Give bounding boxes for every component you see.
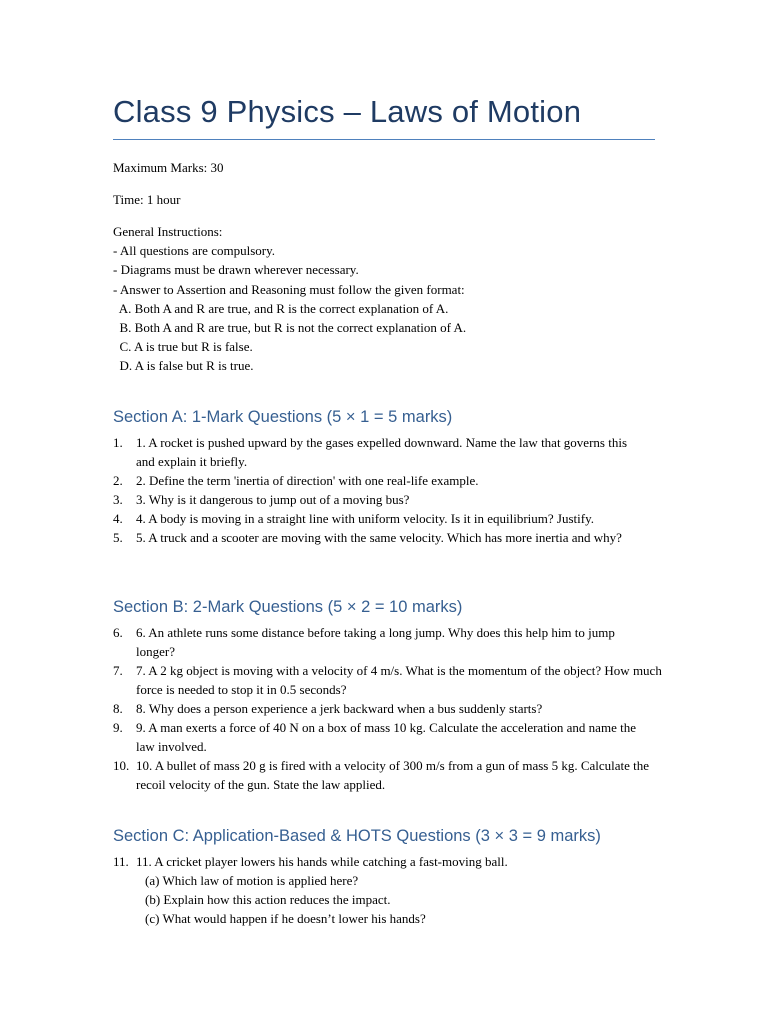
question-subpart xyxy=(113,871,673,890)
instruction-line: - All questions are compulsory. xyxy=(113,243,275,258)
question-number: 4. xyxy=(113,511,123,526)
question-item xyxy=(113,509,673,528)
question-text: 9. A man exerts a force of 40 N on a box of mass 10 kg. Calculate the acceleration and name the law involved. xyxy=(136,720,636,754)
question-item xyxy=(113,718,673,756)
question-number: 7. xyxy=(113,663,123,678)
instruction-option: A. Both A and R are true, and R is the correct explanation of A. xyxy=(113,301,449,316)
question-number: 3. xyxy=(113,492,123,507)
question-item xyxy=(113,528,673,547)
question-item xyxy=(113,852,673,871)
question-text: 4. A body is moving in a straight line with uniform velocity. Is it in equilibrium? Justify. xyxy=(136,511,594,526)
section-b-questions xyxy=(113,623,673,794)
instruction-line: - Answer to Assertion and Reasoning must follow the given format: xyxy=(113,282,465,297)
question-number: 11. xyxy=(113,854,129,869)
question-number: 10. xyxy=(113,758,130,773)
max-marks: Maximum Marks: 30 xyxy=(113,160,224,175)
question-text: 7. A 2 kg object is moving with a velocity of 4 m/s. What is the momentum of the object? How much force is needed to stop it in 0.5 seconds? xyxy=(136,663,662,697)
question-text: 1. A rocket is pushed upward by the gases expelled downward. Name the law that governs this and explain it briefly. xyxy=(136,435,627,469)
question-text: 6. An athlete runs some distance before taking a long jump. Why does this help him to jump longer? xyxy=(136,625,615,659)
question-item xyxy=(113,490,673,509)
question-item xyxy=(113,433,673,471)
time-limit: Time: 1 hour xyxy=(113,192,181,207)
question-text: 2. Define the term 'inertia of direction' with one real-life example. xyxy=(136,473,479,488)
subpart-text: (c) What would happen if he doesn’t lower his hands? xyxy=(145,911,426,926)
question-number: 1. xyxy=(113,435,123,450)
section-c-questions xyxy=(113,852,673,928)
question-item xyxy=(113,661,673,699)
instruction-option: B. Both A and R are true, but R is not the correct explanation of A. xyxy=(113,320,467,335)
question-item xyxy=(113,471,673,490)
instruction-line: - Diagrams must be drawn wherever necessary. xyxy=(113,262,359,277)
page-title: Class 9 Physics – Laws of Motion xyxy=(113,94,582,129)
question-text: 10. A bullet of mass 20 g is fired with a velocity of 300 m/s from a gun of mass 5 kg. Calculate the recoil velocity of the gun. State the law applied. xyxy=(136,758,650,792)
question-subpart xyxy=(113,909,673,928)
instructions-heading: General Instructions: xyxy=(113,224,223,239)
section-a-heading: Section A: 1-Mark Questions (5 × 1 = 5 marks) xyxy=(113,408,453,426)
instruction-option: C. A is true but R is false. xyxy=(113,339,253,354)
subpart-text: (b) Explain how this action reduces the impact. xyxy=(145,892,391,907)
question-text: 11. A cricket player lowers his hands while catching a fast-moving ball. xyxy=(136,854,508,869)
question-item xyxy=(113,699,673,718)
instruction-option: D. A is false but R is true. xyxy=(113,358,254,373)
section-c-heading: Section C: Application-Based & HOTS Questions (3 × 3 = 9 marks) xyxy=(113,827,601,845)
question-text: 8. Why does a person experience a jerk backward when a bus suddenly starts? xyxy=(136,701,543,716)
question-item xyxy=(113,623,673,661)
question-number: 8. xyxy=(113,701,123,716)
subpart-text: (a) Which law of motion is applied here? xyxy=(145,873,359,888)
question-number: 5. xyxy=(113,530,123,545)
question-number: 9. xyxy=(113,720,123,735)
question-text: 5. A truck and a scooter are moving with the same velocity. Which has more inertia and why? xyxy=(136,530,622,545)
question-number: 2. xyxy=(113,473,123,488)
section-b-heading: Section B: 2-Mark Questions (5 × 2 = 10 marks) xyxy=(113,598,463,616)
question-subpart xyxy=(113,890,673,909)
title-underline xyxy=(113,139,655,140)
question-text: 3. Why is it dangerous to jump out of a moving bus? xyxy=(136,492,410,507)
section-a-questions xyxy=(113,433,673,547)
question-number: 6. xyxy=(113,625,123,640)
question-item xyxy=(113,756,673,794)
